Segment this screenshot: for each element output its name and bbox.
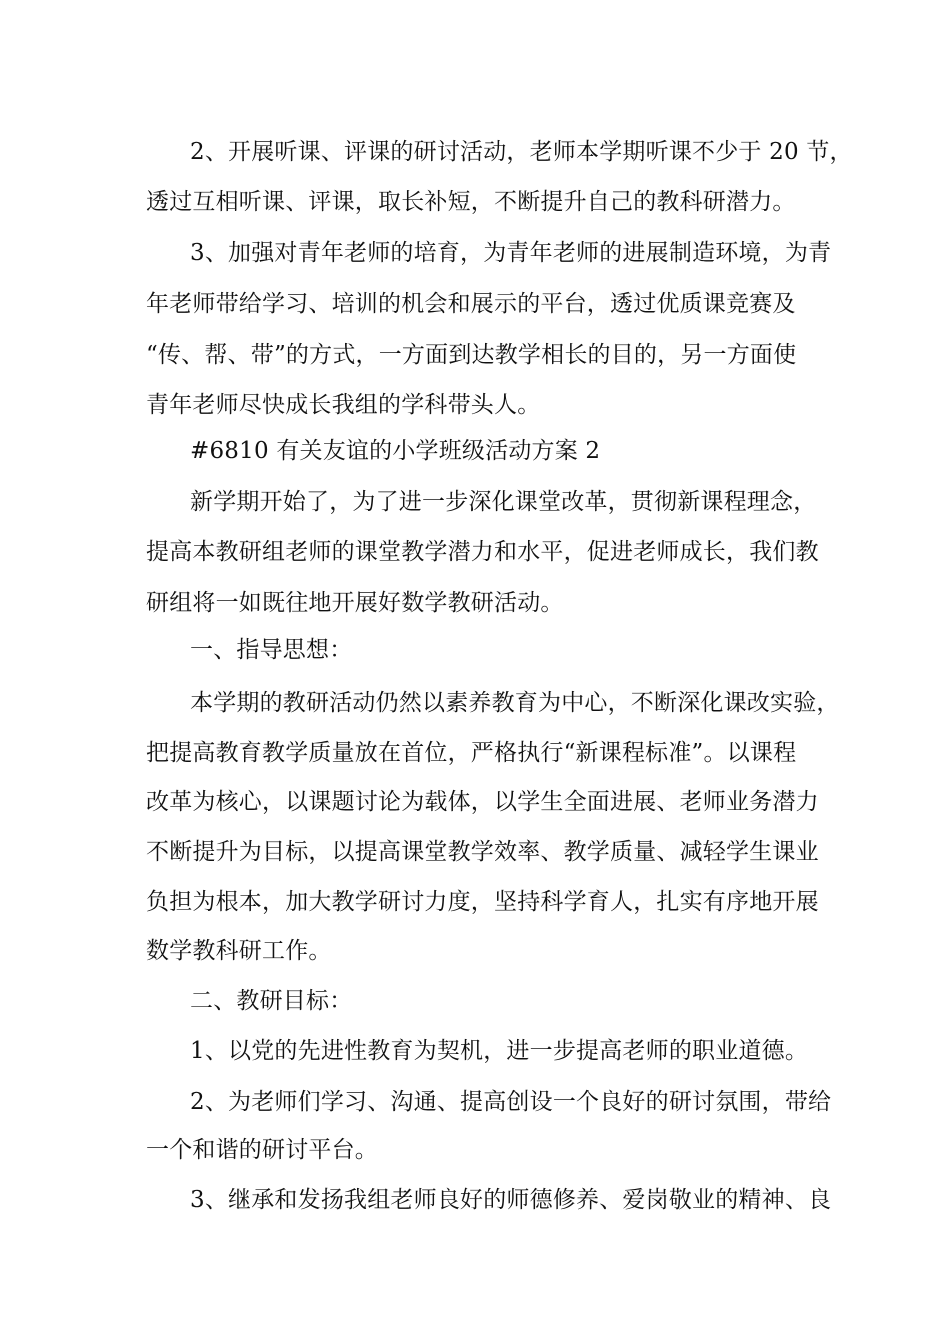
paragraph-line: “传、帮、带”的方式，一方面到达教学相长的目的，另一方面使 bbox=[146, 342, 797, 368]
paragraph-line: 不断提升为目标，以提高课堂教学效率、教学质量、减轻学生课业 bbox=[146, 839, 819, 865]
paragraph-line: 提高本教研组老师的课堂教学潜力和水平，促进老师成长，我们教 bbox=[146, 539, 819, 565]
paragraph-line: 3、加强对青年老师的培育，为青年老师的进展制造环境，为青 bbox=[190, 240, 832, 266]
paragraph-line: 改革为核心，以课题讨论为载体，以学生全面进展、老师业务潜力 bbox=[146, 789, 819, 815]
paragraph-line: 本学期的教研活动仍然以素养教育为中心，不断深化课改实验， bbox=[190, 690, 840, 716]
section-title: #6810 有关友谊的小学班级活动方案 2 bbox=[190, 438, 601, 464]
paragraph-line: 一个和谐的研讨平台。 bbox=[146, 1137, 378, 1163]
paragraph-line: 2、开展听课、评课的研讨活动，老师本学期听课不少于 20 节， bbox=[190, 139, 853, 165]
paragraph-line: 3、继承和发扬我组老师良好的师德修养、爱岗敬业的精神、良 bbox=[190, 1187, 832, 1213]
paragraph-line: 新学期开始了，为了进一步深化课堂改革，贯彻新课程理念， bbox=[190, 489, 817, 515]
section-heading: 二、教研目标： bbox=[190, 988, 353, 1014]
paragraph-line: 透过互相听课、评课，取长补短，不断提升自己的教科研潜力。 bbox=[146, 189, 796, 215]
paragraph-line: 研组将一如既往地开展好数学教研活动。 bbox=[146, 590, 564, 616]
paragraph-line: 年老师带给学习、培训的机会和展示的平台，透过优质课竞赛及 bbox=[146, 291, 796, 317]
paragraph-line: 把提高教育教学质量放在首位，严格执行“新课程标准”。以课程 bbox=[146, 740, 797, 766]
paragraph-line: 数学教科研工作。 bbox=[146, 938, 332, 964]
paragraph-line: 负担为根本，加大教学研讨力度，坚持科学育人，扎实有序地开展 bbox=[146, 889, 819, 915]
paragraph-line: 1、以党的先进性教育为契机，进一步提高老师的职业道德。 bbox=[190, 1038, 809, 1064]
paragraph-line: 青年老师尽快成长我组的学科带头人。 bbox=[146, 392, 541, 418]
paragraph-line: 2、为老师们学习、沟通、提高创设一个良好的研讨氛围，带给 bbox=[190, 1089, 832, 1115]
section-heading: 一、指导思想： bbox=[190, 637, 353, 663]
